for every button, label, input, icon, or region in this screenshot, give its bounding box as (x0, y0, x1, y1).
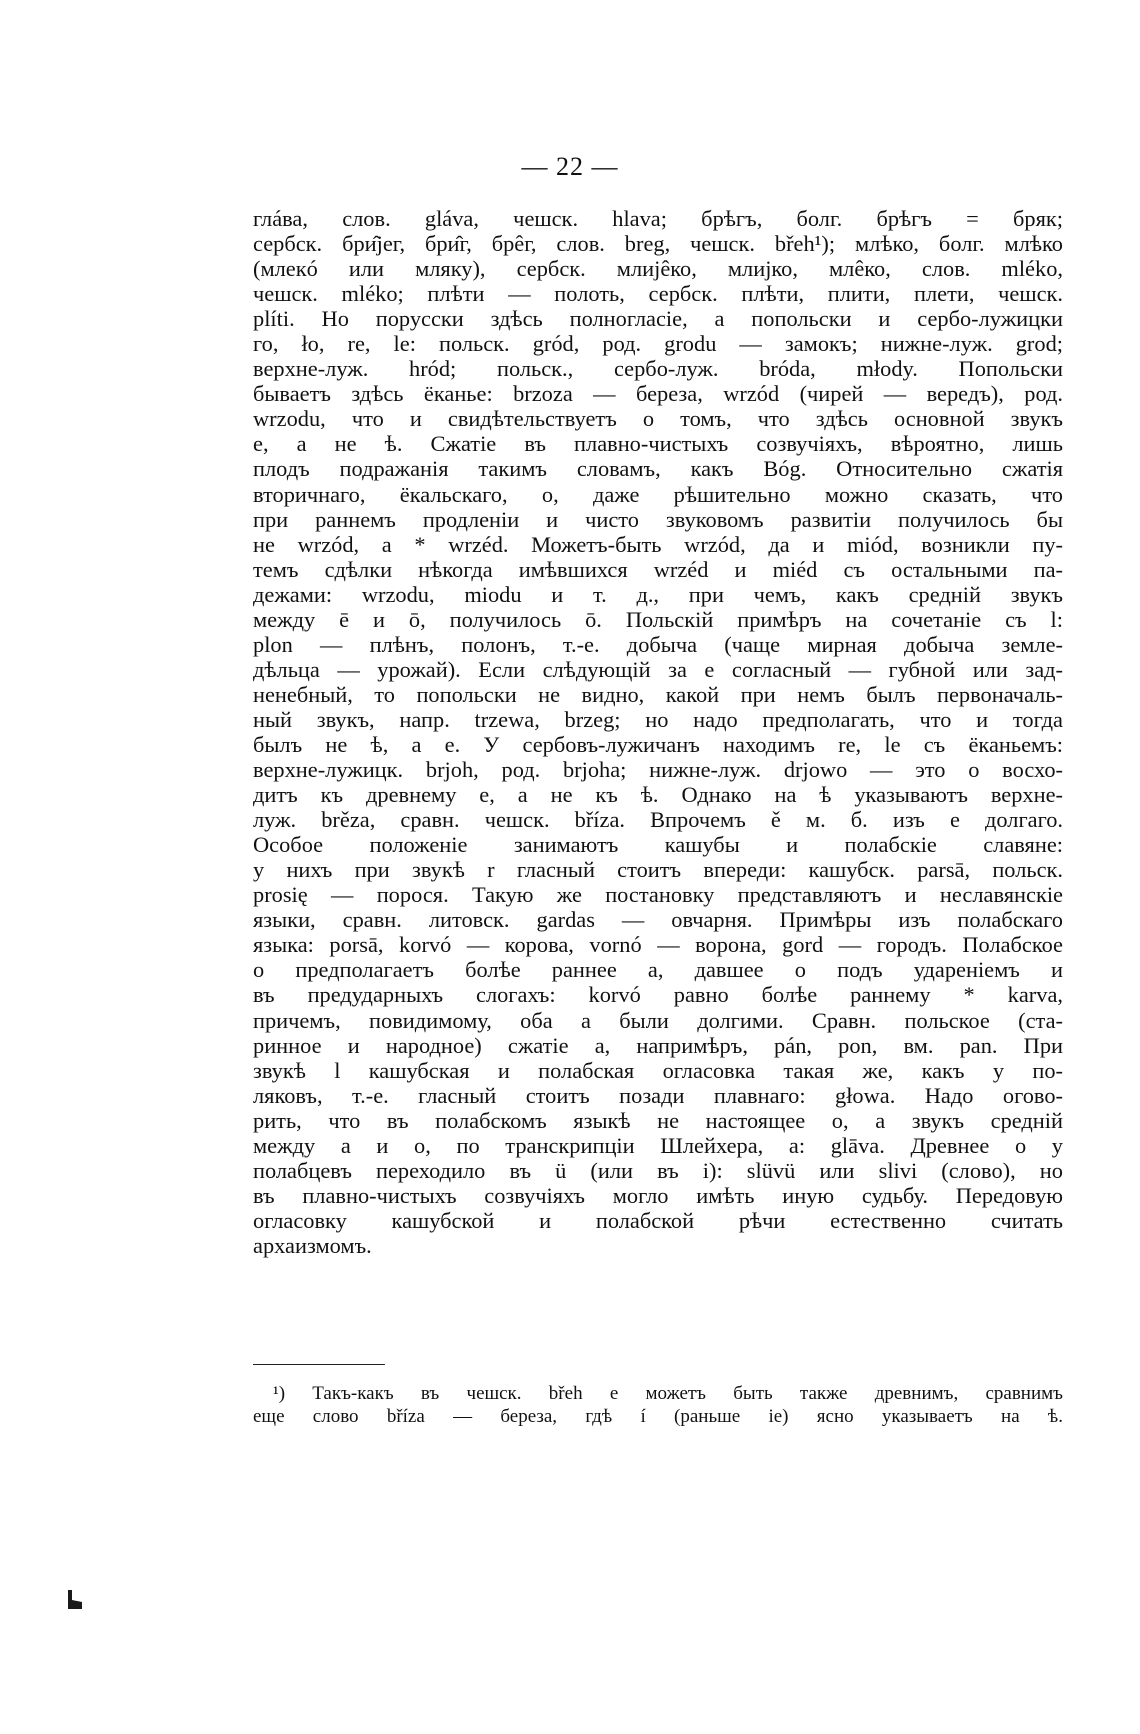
footnote (253, 1382, 1063, 1428)
text-line: у нихъ при звукѣ r гласный стоитъ впереди: кашубск. parsā, польск. (253, 857, 1063, 883)
text-line: о предполагаетъ болѣе раннее а, давшее о подъ удареніемъ и (253, 957, 1063, 983)
page-number: — 22 — (521, 152, 619, 181)
footnote-divider (253, 1364, 385, 1365)
body-text (253, 206, 1063, 1258)
text-line: (млекó или мляку), сербск. млиjêко, млиjко, млêко, слов. mléko, (253, 256, 1063, 282)
text-line: е, а не ѣ. Сжатіе въ плавно-чистыхъ созвучіяхъ, вѣроятно, лишь (253, 431, 1063, 457)
text-line: plíti. Но порусски здѣсь полногласіе, а попольски и сербо-лужицки (253, 306, 1063, 332)
text-line: ный звукъ, напр. trzewa, brzeg; но надо предполагать, что и тогда (253, 706, 1063, 732)
text-line: между ē и ō, получилось ō. Польскій примѣръ на сочетаніе съ l: (253, 606, 1063, 632)
text-line: причемъ, повидимому, оба а были долгими. Сравн. польское (ста- (253, 1007, 1063, 1033)
text-line: луж. brěza, сравн. чешск. bříza. Впрочемъ ě м. б. изъ е долгаго. (253, 807, 1063, 833)
text-line: плодъ подражанія такимъ словамъ, какъ Bóg. Относительно сжатія (253, 456, 1063, 482)
text-line: архаизмомъ. (253, 1232, 372, 1258)
text-line: ринное и народное) сжатіе а, напримѣръ, pán, pon, вм. pan. При (253, 1032, 1063, 1058)
text-line: въ предударныхъ слогахъ: korvó равно болѣе раннему * karva, (253, 982, 1063, 1008)
text-line: дежами: wrzodu, miodu и т. д., при чемъ, какъ средній звукъ (253, 581, 1063, 607)
text-line: между а и о, по транскрипціи Шлейхера, a: glāva. Древнее о у (253, 1132, 1063, 1158)
text-line: языки, сравн. литовск. gardas — овчарня. Примѣры изъ полабскаго (253, 907, 1063, 933)
text-line: plon — плѣнъ, полонъ, т.-е. добыча (чаще мирная добыча земле- (253, 631, 1063, 657)
text-line: ляковъ, т.-е. гласный стоитъ позади плавнаго: głowa. Надо огово- (253, 1082, 1063, 1108)
text-line: сербск. бри̂јег, бри̂г, брêг, слов. breg, чешск. břeh¹); млѣко, болг. млѣко (253, 231, 1063, 257)
footnote-line: еще слово bříza — береза, гдѣ í (раньше ie) ясно указываетъ на ѣ. (253, 1406, 1063, 1427)
text-line: полабцевъ переходило въ ü (или въ i): slüvü или slivi (слово), но (253, 1157, 1063, 1183)
text-line: звукѣ l кашубская и полабская огласовка такая же, какъ у по- (253, 1057, 1063, 1083)
text-line: былъ не ѣ, а е. У сербовъ-лужичанъ находимъ re, le съ ёканьемъ: (253, 731, 1063, 757)
footnote-line: ¹) Такъ-какъ въ чешск. břeh е можетъ быть также древнимъ, сравнимъ (273, 1383, 1063, 1404)
text-line: въ плавно-чистыхъ созвучіяхъ могло имѣть иную судьбу. Передовую (253, 1182, 1063, 1208)
text-line: рить, что въ полабскомъ языкѣ не настоящее о, а звукъ средній (253, 1107, 1063, 1133)
text-line: Особое положеніе занимаютъ кашубы и полабскіе славяне: (253, 832, 1063, 858)
text-line: языка: porsā, korvó — корова, vornó — ворона, gord — городъ. Полабское (253, 932, 1063, 958)
text-line: верхне-лужицк. brjoh, род. brjoha; нижне-луж. drjowo — это о восхо- (253, 757, 1063, 783)
text-line: дитъ къ древнему е, а не къ ѣ. Однако на ѣ указываютъ верхне- (253, 782, 1063, 808)
text-line: wrzodu, что и свидѣтельствуетъ о томъ, что здѣсь основной звукъ (253, 406, 1063, 432)
text-line: prosię — порося. Такую же постановку представляютъ и неславянскіе (253, 882, 1063, 908)
text-line: при раннемъ продленіи и чисто звуковомъ развитіи получилось бы (253, 506, 1063, 532)
text-line: не wrzód, а * wrzéd. Можетъ-быть wrzód, да и miód, возникли пу- (253, 531, 1063, 557)
text-line: ненебный, то попольски не видно, какой при немъ былъ первоначаль- (253, 681, 1063, 707)
text-line: вторичнаго, ёкальскаго, о, даже рѣшительно можно сказать, что (253, 481, 1063, 507)
text-line: чешск. mléko; плѣти — полоть, сербск. плѣти, плити, плети, чешск. (253, 281, 1063, 307)
text-line: бываетъ здѣсь ёканье: brzoza — береза, wrzód (чирей — вередъ), род. (253, 381, 1063, 407)
text-line: темъ сдѣлки нѣкогда имѣвшихся wrzéd и miéd съ остальными па- (253, 556, 1063, 582)
text-line: го, ło, re, le: польск. gród, род. grodu — замокъ; нижне-луж. grod; (253, 331, 1063, 357)
text-line: глáва, слов. gláva, чешск. hlava; брѣгъ, болг. брѣгъ = бряк; (253, 206, 1063, 231)
text-line: дѣльца — урожай). Если слѣдующій за е согласный — губной или зад- (253, 656, 1063, 682)
text-line: верхне-луж. hród; польск., сербо-луж. bróda, młody. Попольски (253, 356, 1063, 382)
text-line: огласовку кашубской и полабской рѣчи естественно считать (253, 1207, 1063, 1233)
printer-mark-icon (66, 1588, 84, 1610)
